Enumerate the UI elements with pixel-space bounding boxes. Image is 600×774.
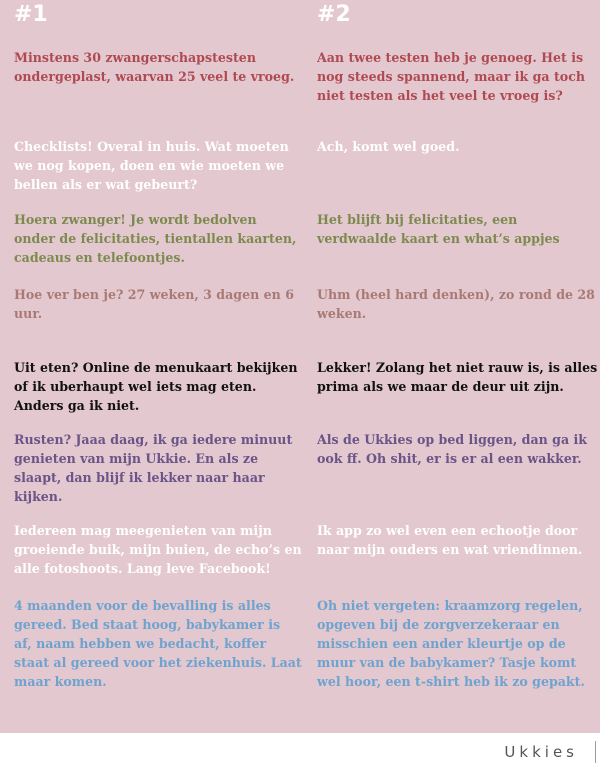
col2-item-4: Uhm (heel hard denken), zo rond de 28 weken. <box>317 287 595 321</box>
col1-item-6: Rusten? Jaaa daag, ik ga iedere minuut genieten van mijn Ukkie. En als ze slaapt, dan blijf ik lekker naar haar kijken. <box>14 432 293 504</box>
col1-item-5: Uit eten? Online de menukaart bekijken of ik uberhaupt wel iets mag eten. Anders ga ik niet. <box>14 360 298 413</box>
col1-item-2: Checklists! Overal in huis. Wat moeten we nog kopen, doen en wie moeten we bellen als er wat gebeurt? <box>14 139 289 192</box>
logo-divider <box>595 741 596 763</box>
col1-item-3: Hoera zwanger! Je wordt bedolven onder de felicitaties, tientallen kaarten, cadeaus en telefoontjes. <box>14 212 297 265</box>
col2-item-7: Ik app zo wel even een echootje door naar mijn ouders en wat vriendinnen. <box>317 523 583 557</box>
col2-item-1: Aan twee testen heb je genoeg. Het is nog steeds spannend, maar ik ga toch niet testen als het veel te vroeg is? <box>317 50 586 103</box>
col1-item-1: Minstens 30 zwangerschapstesten ondergeplast, waarvan 25 veel te vroeg. <box>14 50 295 84</box>
col1-item-7: Iedereen mag meegenieten van mijn groeiende buik, mijn buien, de echo’s en alle fotoshoots. Lang leve Facebook! <box>14 523 302 576</box>
column-2-heading: #2 <box>317 2 351 27</box>
col2-item-2: Ach, komt wel goed. <box>317 139 460 154</box>
column-1-heading: #1 <box>14 2 48 27</box>
col1-item-4: Hoe ver ben je? 27 weken, 3 dagen en 6 uur. <box>14 287 294 321</box>
col2-item-8: Oh niet vergeten: kraamzorg regelen, opgeven bij de zorgverzekeraar en misschien een ander kleurtje op de muur van de babykamer? Tasje komt wel hoor, een t-shirt heb ik zo gepakt. <box>317 598 585 689</box>
ukkies-logo: Ukkies <box>504 743 578 761</box>
footer <box>0 733 600 774</box>
col2-item-3: Het blijft bij felicitaties, een verdwaalde kaart en what’s appjes <box>317 212 560 246</box>
col2-item-5: Lekker! Zolang het niet rauw is, is alles prima als we maar de deur uit zijn. <box>317 360 598 394</box>
col2-item-6: Als de Ukkies op bed liggen, dan ga ik ook ff. Oh shit, er is er al een wakker. <box>317 432 588 466</box>
col1-item-8: 4 maanden voor de bevalling is alles gereed. Bed staat hoog, babykamer is af, naam hebben we bedacht, koffer staat al gereed voor het ziekenhuis. Laat maar komen. <box>14 598 302 689</box>
